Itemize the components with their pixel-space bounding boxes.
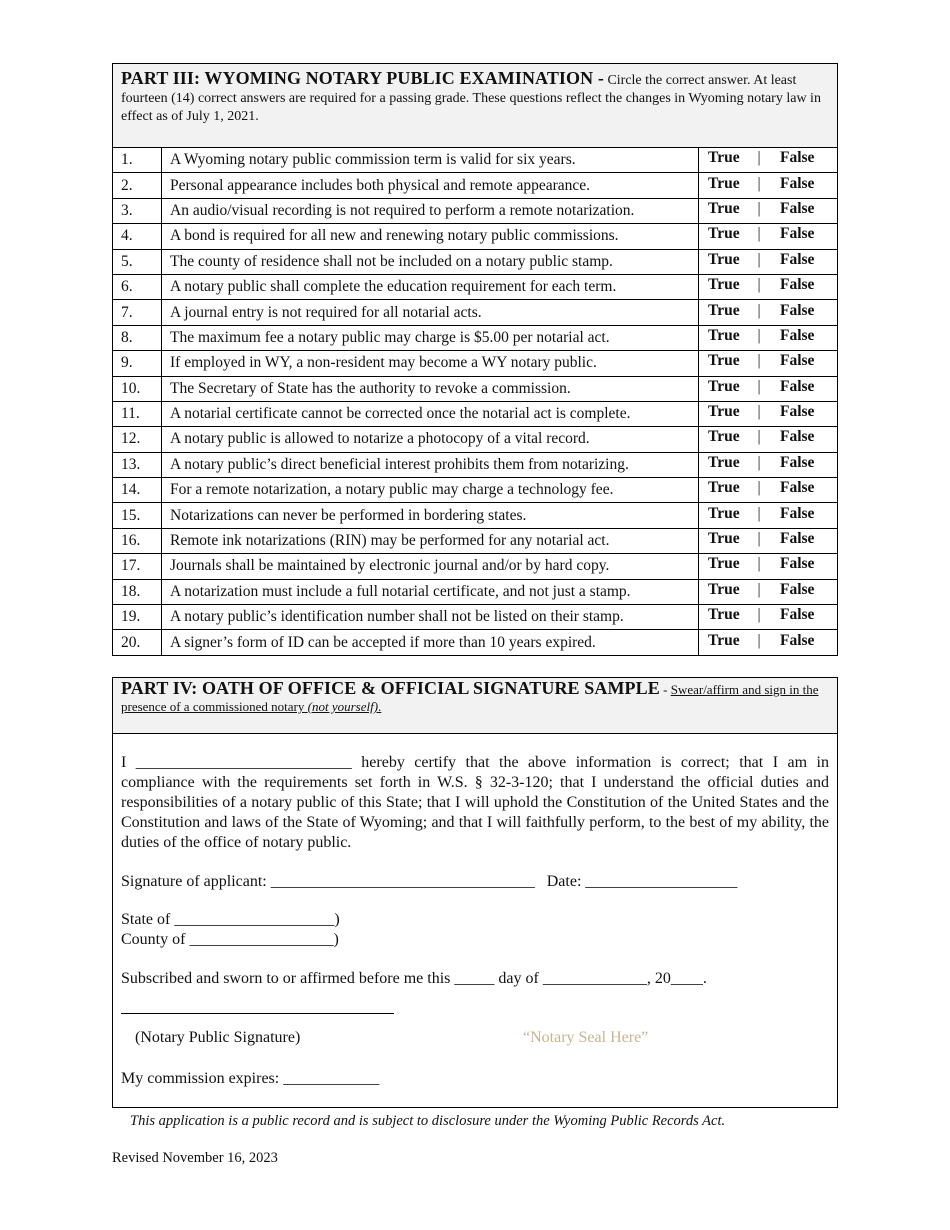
part3-instructions: Circle the correct answer. At least fourteen (14) correct answers are required for a passing grade. These questions reflect the changes in Wyoming notary law in effect as of July 1, 2021.: [121, 73, 821, 124]
question-row: [113, 528, 837, 553]
part4-title: PART IV: OATH OF OFFICE & OFFICIAL SIGNATURE SAMPLE: [121, 678, 660, 698]
revised-date: Revised November 16, 2023: [112, 1150, 278, 1166]
answer-true-option[interactable]: True: [708, 580, 740, 598]
question-row: [113, 274, 837, 299]
answer-true-option[interactable]: True: [708, 352, 740, 370]
question-number: 8.: [113, 325, 162, 350]
answer-cell: [699, 401, 838, 426]
answer-true-option[interactable]: True: [708, 428, 740, 446]
commission-expires-line[interactable]: My commission expires: ____________: [121, 1070, 380, 1087]
county-line[interactable]: County of __________________): [121, 931, 339, 948]
question-number: 20.: [113, 630, 162, 655]
answer-false-option[interactable]: False: [780, 555, 815, 573]
question-number: 17.: [113, 554, 162, 579]
answer-separator: |: [757, 631, 761, 649]
answer-separator: |: [757, 250, 761, 268]
answer-separator: |: [757, 149, 761, 167]
answer-false-option[interactable]: False: [780, 580, 815, 598]
questions-table: [113, 148, 837, 655]
question-row: [113, 554, 837, 579]
question-number: 5.: [113, 249, 162, 274]
answer-cell: [699, 528, 838, 553]
question-text: Journals shall be maintained by electronic journal and/or by hard copy.: [162, 554, 699, 579]
answer-true-option[interactable]: True: [708, 555, 740, 573]
answer-separator: |: [757, 530, 761, 548]
answer-separator: |: [757, 174, 761, 192]
answer-separator: |: [757, 225, 761, 243]
question-number: 12.: [113, 427, 162, 452]
answer-cell: [699, 198, 838, 223]
question-row: [113, 173, 837, 198]
answer-cell: [699, 478, 838, 503]
answer-true-option[interactable]: True: [708, 199, 740, 217]
question-number: 3.: [113, 198, 162, 223]
answer-false-option[interactable]: False: [780, 377, 815, 395]
answer-true-option[interactable]: True: [708, 631, 740, 649]
question-number: 15.: [113, 503, 162, 528]
answer-separator: |: [757, 199, 761, 217]
question-text: The maximum fee a notary public may charge is $5.00 per notarial act.: [162, 325, 699, 350]
answer-true-option[interactable]: True: [708, 174, 740, 192]
question-row: [113, 351, 837, 376]
answer-cell: [699, 274, 838, 299]
question-text: A signer’s form of ID can be accepted if more than 10 years expired.: [162, 630, 699, 655]
question-text: A notarization must include a full notarial certificate, and not just a stamp.: [162, 579, 699, 604]
answer-cell: [699, 148, 838, 173]
question-number: 19.: [113, 605, 162, 630]
answer-false-option[interactable]: False: [780, 326, 815, 344]
question-text: A journal entry is not required for all notarial acts.: [162, 300, 699, 325]
answer-true-option[interactable]: True: [708, 606, 740, 624]
question-text: A Wyoming notary public commission term is valid for six years.: [162, 148, 699, 173]
part4-instruction-paren: (not yourself): [307, 699, 379, 714]
question-row: [113, 579, 837, 604]
answer-true-option[interactable]: True: [708, 403, 740, 421]
question-row: [113, 148, 837, 173]
answer-false-option[interactable]: False: [780, 250, 815, 268]
answer-separator: |: [757, 326, 761, 344]
part4-oath-section: [112, 677, 838, 1108]
answer-true-option[interactable]: True: [708, 453, 740, 471]
answer-false-option[interactable]: False: [780, 428, 815, 446]
question-row: [113, 300, 837, 325]
part4-instruction: Swear/affirm and sign in the presence of a commissioned notary (not yourself).: [121, 682, 819, 714]
part3-exam-section: [112, 63, 838, 656]
question-row: [113, 427, 837, 452]
question-row: [113, 325, 837, 350]
question-text: A notary public is allowed to notarize a photocopy of a vital record.: [162, 427, 699, 452]
answer-false-option[interactable]: False: [780, 352, 815, 370]
answer-separator: |: [757, 580, 761, 598]
question-text: For a remote notarization, a notary public may charge a technology fee.: [162, 478, 699, 503]
question-number: 13.: [113, 452, 162, 477]
answer-false-option[interactable]: False: [780, 530, 815, 548]
question-number: 6.: [113, 274, 162, 299]
answer-cell: [699, 351, 838, 376]
question-row: [113, 630, 837, 655]
question-text: The Secretary of State has the authority to revoke a commission.: [162, 376, 699, 401]
part3-header: [113, 64, 837, 148]
sworn-line[interactable]: Subscribed and sworn to or affirmed before me this _____ day of _____________, 20____.: [121, 970, 707, 987]
question-number: 14.: [113, 478, 162, 503]
answer-separator: |: [757, 301, 761, 319]
question-row: [113, 503, 837, 528]
question-text: Remote ink notarizations (RIN) may be performed for any notarial act.: [162, 528, 699, 553]
question-row: [113, 605, 837, 630]
answer-cell: [699, 300, 838, 325]
answer-false-option[interactable]: False: [780, 174, 815, 192]
answer-separator: |: [757, 403, 761, 421]
answer-cell: [699, 579, 838, 604]
question-text: Personal appearance includes both physical and remote appearance.: [162, 173, 699, 198]
question-number: 18.: [113, 579, 162, 604]
question-number: 1.: [113, 148, 162, 173]
answer-cell: [699, 325, 838, 350]
question-text: A notary public shall complete the education requirement for each term.: [162, 274, 699, 299]
answer-cell: [699, 427, 838, 452]
question-text: Notarizations can never be performed in bordering states.: [162, 503, 699, 528]
answer-false-option[interactable]: False: [780, 504, 815, 522]
part3-title: PART III: WYOMING NOTARY PUBLIC EXAMINATION -: [121, 68, 604, 88]
question-text: A bond is required for all new and renewing notary public commissions.: [162, 224, 699, 249]
answer-true-option[interactable]: True: [708, 250, 740, 268]
answer-separator: |: [757, 377, 761, 395]
answer-false-option[interactable]: False: [780, 149, 815, 167]
question-row: [113, 198, 837, 223]
question-number: 11.: [113, 401, 162, 426]
answer-separator: |: [757, 606, 761, 624]
answer-true-option[interactable]: True: [708, 326, 740, 344]
answer-true-option[interactable]: True: [708, 530, 740, 548]
question-row: [113, 401, 837, 426]
question-text: A notary public’s direct beneficial interest prohibits them from notarizing.: [162, 452, 699, 477]
question-text: A notarial certificate cannot be corrected once the notarial act is complete.: [162, 401, 699, 426]
answer-false-option[interactable]: False: [780, 276, 815, 294]
answer-false-option[interactable]: False: [780, 631, 815, 649]
question-row: [113, 249, 837, 274]
question-number: 10.: [113, 376, 162, 401]
answer-false-option[interactable]: False: [780, 479, 815, 497]
answer-cell: [699, 452, 838, 477]
answer-cell: [699, 630, 838, 655]
question-row: [113, 224, 837, 249]
answer-false-option[interactable]: False: [780, 403, 815, 421]
part4-header: [113, 678, 837, 734]
question-text: The county of residence shall not be included on a notary public stamp.: [162, 249, 699, 274]
question-row: [113, 376, 837, 401]
answer-cell: [699, 249, 838, 274]
answer-false-option[interactable]: False: [780, 225, 815, 243]
question-number: 4.: [113, 224, 162, 249]
question-number: 16.: [113, 528, 162, 553]
answer-true-option[interactable]: True: [708, 225, 740, 243]
answer-separator: |: [757, 276, 761, 294]
answer-false-option[interactable]: False: [780, 301, 815, 319]
answer-false-option[interactable]: False: [780, 453, 815, 471]
answer-cell: [699, 554, 838, 579]
question-number: 2.: [113, 173, 162, 198]
question-row: [113, 478, 837, 503]
notary-seal-placeholder: “Notary Seal Here”: [523, 1029, 649, 1046]
part4-dash: -: [663, 682, 668, 697]
answer-true-option[interactable]: True: [708, 377, 740, 395]
notary-signature-line[interactable]: [121, 1013, 394, 1014]
answer-separator: |: [757, 352, 761, 370]
answer-separator: |: [757, 555, 761, 573]
answer-cell: [699, 173, 838, 198]
question-text: If employed in WY, a non-resident may become a WY notary public.: [162, 351, 699, 376]
notary-signature-label: (Notary Public Signature): [135, 1029, 301, 1046]
answer-separator: |: [757, 453, 761, 471]
answer-cell: [699, 376, 838, 401]
answer-true-option[interactable]: True: [708, 504, 740, 522]
applicant-signature-line[interactable]: Signature of applicant: _________________________________ Date: ___________________: [121, 873, 738, 890]
answer-separator: |: [757, 428, 761, 446]
oath-text: I ___________________________ hereby certify that the above information is correct; that I am in compliance with the requirements set forth in W.S. § 32-3-120; that I understand the official duties and responsibilities of a notary public of this State; that I will uphold the Constitution of the United States and the Constitution and laws of the State of Wyoming; and that I will faithfully perform, to the best of my ability, the duties of the office of notary public.: [121, 754, 829, 851]
answer-cell: [699, 224, 838, 249]
answer-true-option[interactable]: True: [708, 149, 740, 167]
answer-cell: [699, 605, 838, 630]
question-text: An audio/visual recording is not required to perform a remote notarization.: [162, 198, 699, 223]
answer-separator: |: [757, 479, 761, 497]
question-number: 7.: [113, 300, 162, 325]
answer-true-option[interactable]: True: [708, 301, 740, 319]
answer-separator: |: [757, 504, 761, 522]
question-number: 9.: [113, 351, 162, 376]
answer-true-option[interactable]: True: [708, 479, 740, 497]
state-line[interactable]: State of ____________________): [121, 911, 340, 928]
public-record-note: This application is a public record and is subject to disclosure under the Wyoming Public Records Act.: [130, 1113, 726, 1129]
answer-cell: [699, 503, 838, 528]
answer-false-option[interactable]: False: [780, 199, 815, 217]
question-row: [113, 452, 837, 477]
answer-false-option[interactable]: False: [780, 606, 815, 624]
question-text: A notary public’s identification number shall not be listed on their stamp.: [162, 605, 699, 630]
answer-true-option[interactable]: True: [708, 276, 740, 294]
